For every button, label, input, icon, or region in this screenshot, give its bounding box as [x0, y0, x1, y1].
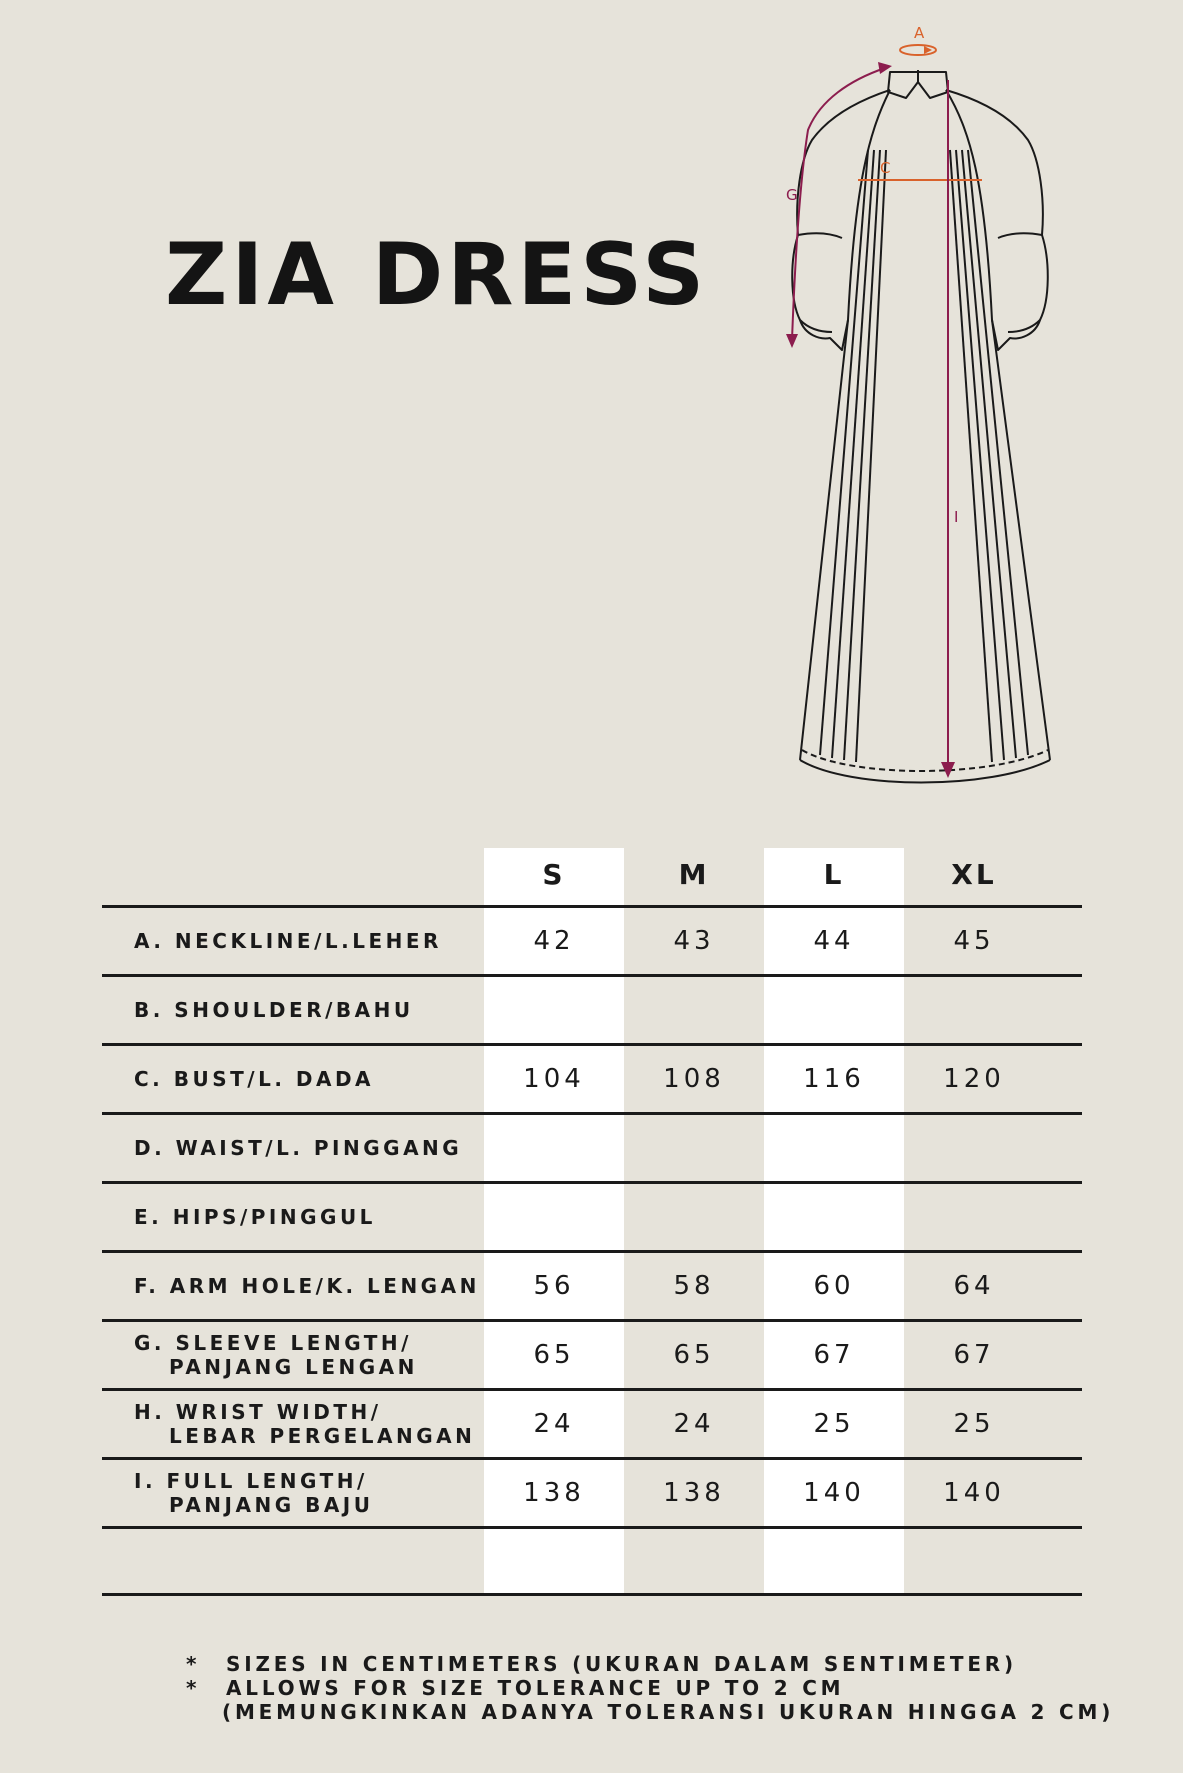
footnote-sizes	[186, 1652, 1114, 1676]
footnote-tolerance-translation: (MEMUNGKINKAN ADANYA TOLERANSI UKURAN HINGGA 2 CM)	[222, 1700, 1115, 1724]
value-l	[764, 1528, 904, 1596]
table-row	[102, 1252, 1082, 1320]
table-row	[102, 1045, 1082, 1113]
size-header-m: M	[678, 858, 710, 891]
value-l: 67	[813, 1340, 855, 1370]
page-title: ZIA DRESS	[165, 225, 709, 325]
value-xl	[904, 1528, 1044, 1596]
value-xl: 25	[953, 1409, 995, 1439]
measure-a	[900, 24, 936, 55]
value-l	[764, 1114, 904, 1182]
measure-i	[941, 80, 958, 778]
table-row	[102, 1528, 1082, 1596]
value-m	[624, 1183, 764, 1251]
row-label: E. HIPS/PINGGUL	[134, 1205, 376, 1229]
row-label: I. FULL LENGTH/ PANJANG BAJU	[134, 1469, 374, 1517]
row-label: A. NECKLINE/L.LEHER	[134, 929, 442, 953]
row-label: D. WAIST/L. PINGGANG	[134, 1136, 463, 1160]
table-row	[102, 1459, 1082, 1527]
label-i: I	[954, 508, 959, 526]
value-l: 44	[813, 926, 855, 956]
value-m: 65	[673, 1340, 715, 1370]
table-rule	[102, 1593, 1082, 1596]
value-s: 104	[523, 1064, 585, 1094]
value-s: 56	[533, 1271, 575, 1301]
value-xl	[904, 1114, 1044, 1182]
value-l	[764, 1183, 904, 1251]
label-c: C	[880, 159, 891, 177]
value-s	[484, 1114, 624, 1182]
table-row	[102, 1183, 1082, 1251]
label-g: G	[786, 186, 798, 204]
value-l: 116	[803, 1064, 865, 1094]
value-xl: 67	[953, 1340, 995, 1370]
footnotes	[186, 1652, 1114, 1724]
table-row	[102, 1390, 1082, 1458]
value-s: 24	[533, 1409, 575, 1439]
size-header-xl: XL	[951, 858, 997, 891]
value-m: 138	[663, 1478, 725, 1508]
value-xl: 64	[953, 1271, 995, 1301]
row-label: H. WRIST WIDTH/ LEBAR PERGELANGAN	[134, 1400, 476, 1448]
table-row	[102, 1114, 1082, 1182]
value-l	[764, 976, 904, 1044]
value-s: 42	[533, 926, 575, 956]
value-xl	[904, 1183, 1044, 1251]
table-row	[102, 1321, 1082, 1389]
value-s	[484, 1183, 624, 1251]
value-m: 24	[673, 1409, 715, 1439]
value-l: 60	[813, 1271, 855, 1301]
value-s: 138	[523, 1478, 585, 1508]
footnote-text: SIZES IN CENTIMETERS (UKURAN DALAM SENTIMETER)	[226, 1652, 1017, 1676]
table-row	[102, 907, 1082, 975]
value-xl	[904, 976, 1044, 1044]
footnote-text: ALLOWS FOR SIZE TOLERANCE UP TO 2 CM	[226, 1676, 845, 1700]
row-label: C. BUST/L. DADA	[134, 1067, 375, 1091]
footnote-marker: *	[186, 1652, 201, 1676]
row-label: B. SHOULDER/BAHU	[134, 998, 414, 1022]
value-xl: 120	[943, 1064, 1005, 1094]
value-xl: 45	[953, 926, 995, 956]
table-row	[102, 976, 1082, 1044]
value-m: 58	[673, 1271, 715, 1301]
value-m	[624, 1114, 764, 1182]
row-label: G. SLEEVE LENGTH/ PANJANG LENGAN	[134, 1331, 418, 1379]
value-s: 65	[533, 1340, 575, 1370]
footnote-marker: *	[186, 1676, 201, 1700]
value-m: 43	[673, 926, 715, 956]
value-xl: 140	[943, 1478, 1005, 1508]
value-m	[624, 1528, 764, 1596]
row-label: F. ARM HOLE/K. LENGAN	[134, 1274, 480, 1298]
value-s	[484, 1528, 624, 1596]
value-l: 140	[803, 1478, 865, 1508]
size-chart-table	[102, 848, 1082, 1596]
size-header-l: L	[823, 858, 845, 891]
value-m: 108	[663, 1064, 725, 1094]
label-a: A	[914, 24, 925, 42]
value-m	[624, 976, 764, 1044]
value-s	[484, 976, 624, 1044]
value-l: 25	[813, 1409, 855, 1439]
size-header-s: S	[542, 858, 566, 891]
dress-outline	[792, 70, 1050, 783]
footnote-tolerance	[186, 1676, 1114, 1700]
dress-diagram	[760, 20, 1100, 800]
